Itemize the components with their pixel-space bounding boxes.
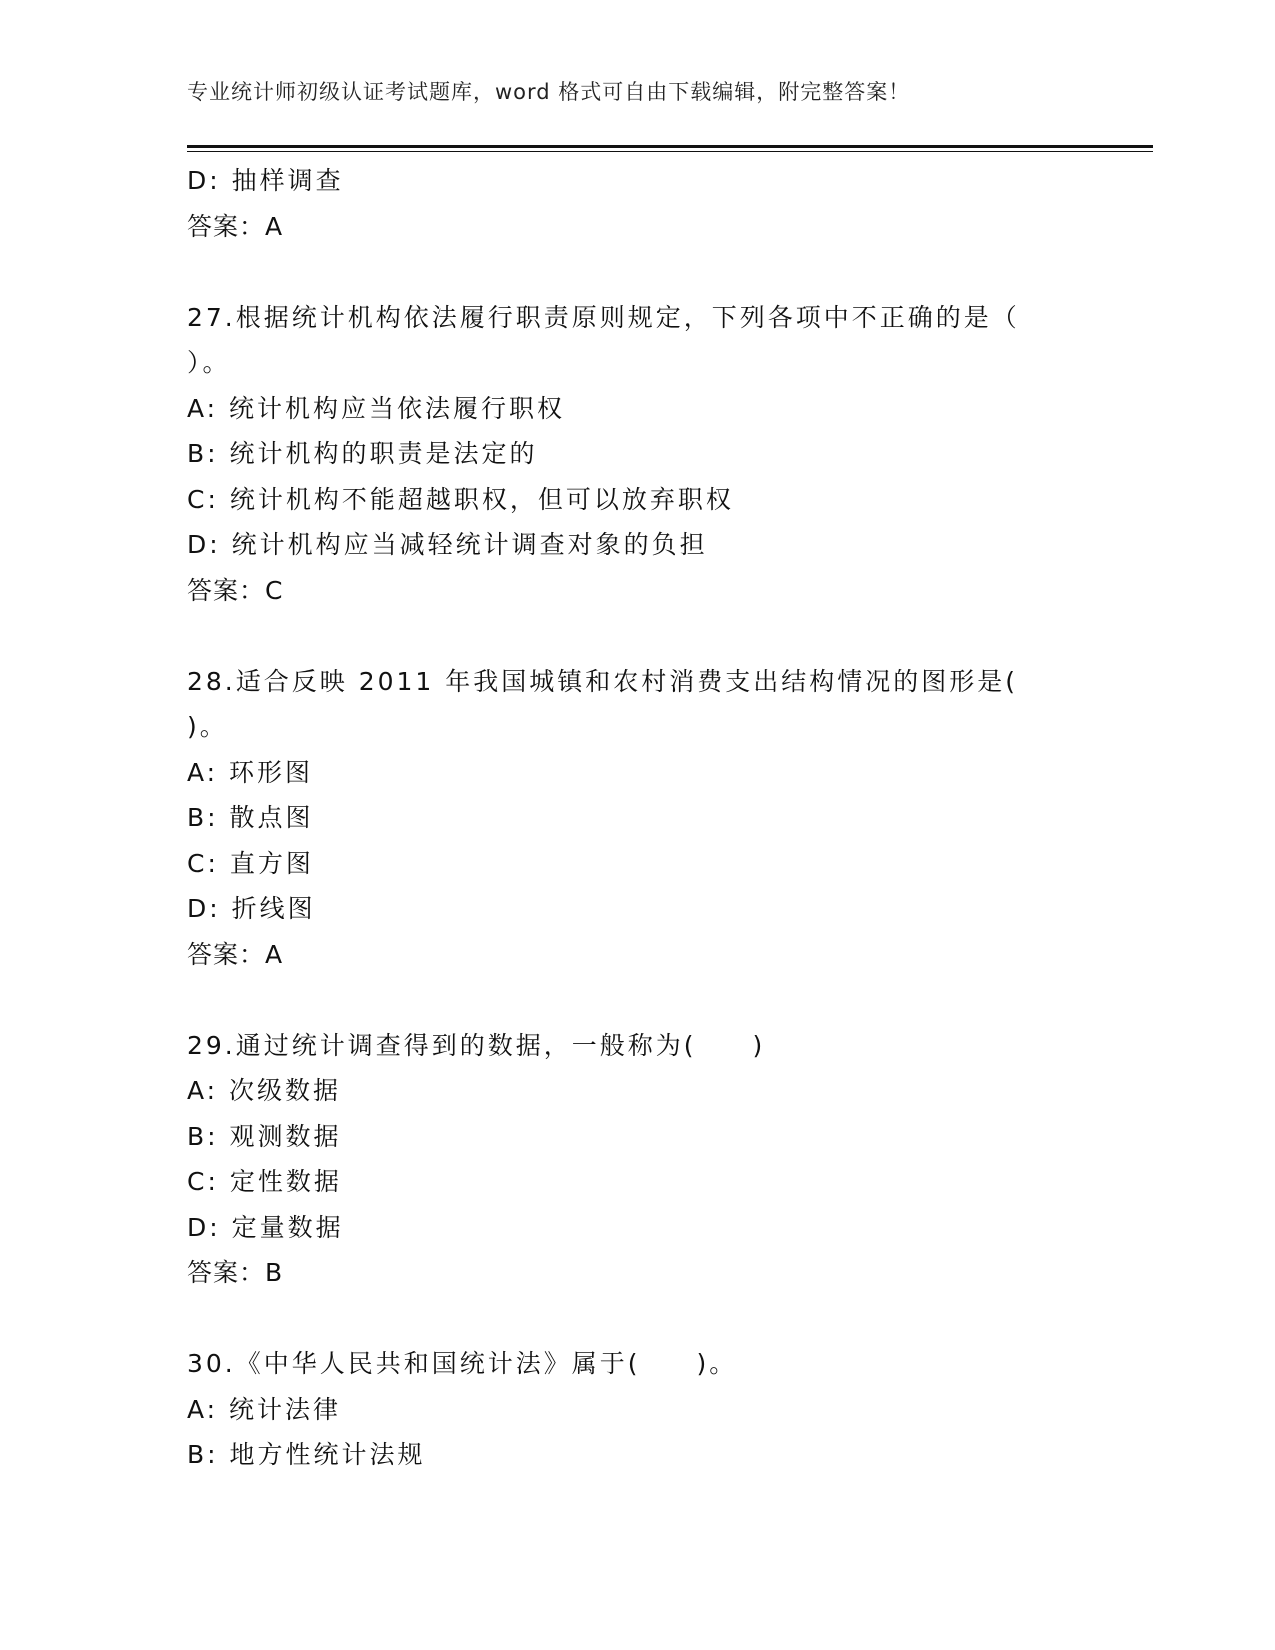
option-c: C: 统计机构不能超越职权，但可以放弃职权 [187,484,734,514]
question-stem: 30.《中华人民共和国统计法》属于( )。 [187,1349,738,1378]
option-d: D: 定量数据 [187,1212,344,1242]
header-divider-thick [187,145,1153,148]
option-d: D: 折线图 [187,894,316,923]
page-header: 专业统计师初级认证考试题库，word 格式可自由下载编辑，附完整答案！ [187,80,911,104]
option-a: A: 次级数据 [187,1076,342,1105]
question-stem-continued: ）。 [187,348,231,377]
option-a: A: 统计法律 [187,1394,342,1424]
option-c: C: 直方图 [187,848,314,878]
question-27 [187,295,1087,614]
question-stem: 28.适合反映 2011 年我国城镇和农村消费支出结构情况的图形是( [187,666,1019,696]
question-list [187,158,1087,1478]
answer: 答案：C [187,575,284,605]
option-b: B: 观测数据 [187,1121,342,1151]
header-divider-thin [187,151,1153,152]
answer: 答案：A [187,211,284,241]
question-29 [187,1023,1087,1296]
question-stem-continued: )。 [187,712,228,741]
option-c: C: 定性数据 [187,1167,342,1196]
answer: 答案：A [187,939,284,969]
question-stem: 29.通过统计调查得到的数据，一般称为( ) [187,1030,766,1060]
option-b: B: 地方性统计法规 [187,1440,426,1469]
option-d: D: 抽样调查 [187,166,344,195]
option-a: A: 环形图 [187,757,314,787]
option-b: B: 统计机构的职责是法定的 [187,439,538,468]
question-stem: 27.根据统计机构依法履行职责原则规定，下列各项中不正确的是（ [187,302,1020,332]
question-28 [187,659,1087,978]
option-a: A: 统计机构应当依法履行职权 [187,393,566,423]
question-30 [187,1341,1087,1478]
question-26-tail [187,158,1087,249]
answer: 答案：B [187,1258,284,1287]
option-d: D: 统计机构应当减轻统计调查对象的负担 [187,530,708,559]
option-b: B: 散点图 [187,803,314,832]
